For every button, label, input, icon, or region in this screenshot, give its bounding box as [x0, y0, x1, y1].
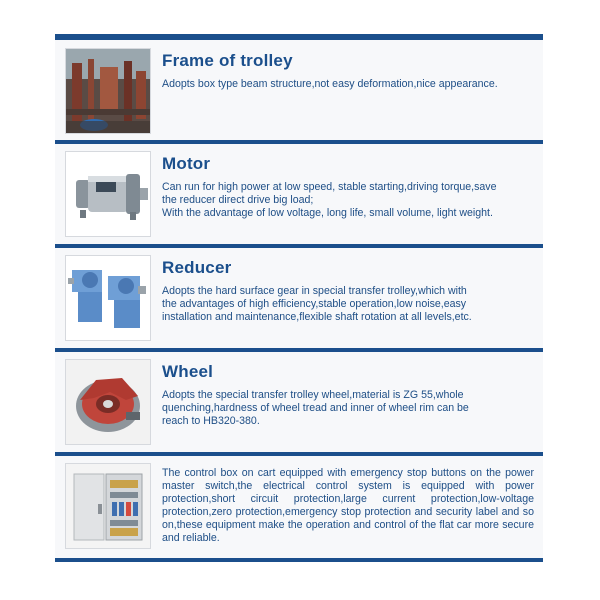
section-title: Reducer: [162, 258, 232, 277]
motor-image: [65, 151, 151, 237]
description-line: the advantages of high efficiency,stable operation,low noise,easy: [162, 298, 467, 310]
section-frame-of-trolley: [55, 40, 543, 140]
description-line: quenching,hardness of wheel tread and inner of wheel rim can be: [162, 402, 469, 414]
control-box-image: [65, 463, 151, 549]
section-title: Wheel: [162, 362, 214, 381]
description-line: Adopts the special transfer trolley wheel,material is ZG 55,whole: [162, 389, 464, 401]
description-line: With the advantage of low voltage, long life, small volume, light weight.: [162, 207, 493, 219]
section-control-box: [55, 456, 543, 558]
description-line: Can run for high power at low speed, stable starting,driving torque,save: [162, 181, 497, 193]
section-title: Frame of trolley: [162, 51, 293, 70]
wheel-image: [65, 359, 151, 445]
description-line: the reducer direct drive big load;: [162, 194, 314, 206]
section-wheel: [55, 352, 543, 452]
section-description: [162, 389, 534, 428]
section-motor: [55, 144, 543, 244]
trolley-frame-image: [65, 48, 151, 134]
section-reducer: [55, 248, 543, 348]
description-line: reach to HB320-380.: [162, 415, 260, 427]
section-description: [162, 78, 534, 91]
bottom-divider: [55, 558, 543, 562]
reducer-image: [65, 255, 151, 341]
section-description: [162, 181, 534, 220]
section-description: [162, 285, 534, 324]
description-line: Adopts box type beam structure,not easy deformation,nice appearance.: [162, 78, 498, 90]
section-title: Motor: [162, 154, 211, 173]
description-line: installation and maintenance,flexible shaft rotation at all levels,etc.: [162, 311, 472, 323]
description-line: Adopts the hard surface gear in special transfer trolley,which with: [162, 285, 467, 297]
section-description: The control box on cart equipped with emergency stop buttons on the power master switch,the electrical control system is equipped with power protection,short circuit protection,large current protection,low-voltage protection,zero protection,emergency stop protection and security label and so on,these equipment make the operation and control of the flat car more secure and reliable.: [162, 467, 534, 544]
